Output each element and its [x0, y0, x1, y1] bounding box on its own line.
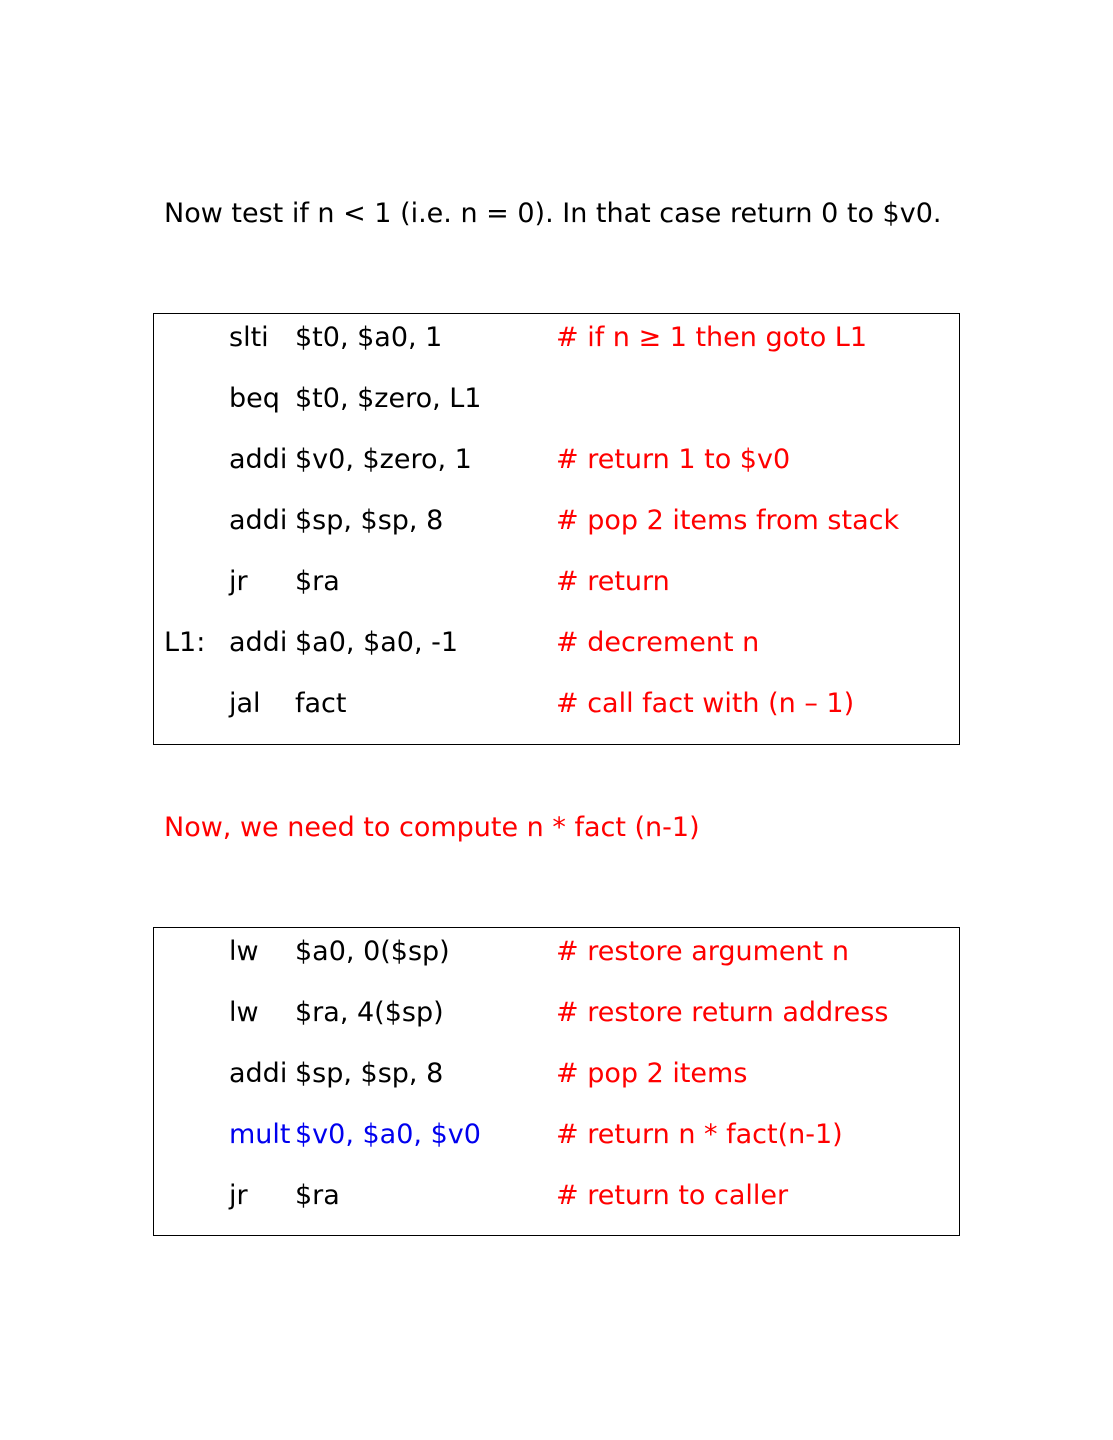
code-comment: # return to caller [556, 1180, 789, 1211]
intro-text: Now test if n < 1 (i.e. n = 0). In that case return 0 to $v0. [164, 198, 942, 229]
code-operands: $t0, $a0, 1 [295, 322, 443, 353]
code-comment: # decrement n [556, 627, 760, 658]
code-opcode: lw [229, 997, 259, 1028]
code-row [154, 687, 959, 721]
code-comment: # return 1 to $v0 [556, 444, 791, 475]
code-operands: $t0, $zero, L1 [295, 383, 482, 414]
code-comment: # return n * fact(n-1) [556, 1119, 843, 1150]
code-row [154, 382, 959, 416]
code-row [154, 321, 959, 355]
code-opcode: jal [229, 688, 261, 719]
code-opcode: slti [229, 322, 269, 353]
code-operands: $ra [295, 1180, 340, 1211]
code-opcode: jr [229, 566, 248, 597]
code-row [154, 935, 959, 969]
code-opcode: mult [229, 1119, 291, 1150]
code-label: L1: [164, 627, 206, 658]
code-row [154, 504, 959, 538]
code-comment: # restore return address [556, 997, 889, 1028]
code-operands: $a0, $a0, -1 [295, 627, 459, 658]
code-comment: # restore argument n [556, 936, 849, 967]
code-comment: # return [556, 566, 670, 597]
code-opcode: jr [229, 1180, 248, 1211]
code-opcode: addi [229, 444, 288, 475]
code-row [154, 996, 959, 1030]
code-operands: fact [295, 688, 347, 719]
code-row [154, 1179, 959, 1213]
code-opcode: addi [229, 627, 288, 658]
code-comment: # pop 2 items from stack [556, 505, 900, 536]
code-operands: $a0, 0($sp) [295, 936, 450, 967]
code-operands: $ra, 4($sp) [295, 997, 444, 1028]
middle-text: Now, we need to compute n * fact (n-1) [164, 812, 700, 843]
code-row [154, 443, 959, 477]
code-row [154, 565, 959, 599]
code-row [154, 626, 959, 660]
code-operands: $v0, $zero, 1 [295, 444, 472, 475]
code-opcode: addi [229, 1058, 288, 1089]
code-comment: # if n ≥ 1 then goto L1 [556, 322, 868, 353]
code-opcode: lw [229, 936, 259, 967]
code-row [154, 1057, 959, 1091]
code-operands: $ra [295, 566, 340, 597]
code-opcode: beq [229, 383, 280, 414]
code-block-2 [153, 927, 960, 1236]
code-block-1 [153, 313, 960, 745]
code-operands: $v0, $a0, $v0 [295, 1119, 481, 1150]
code-operands: $sp, $sp, 8 [295, 505, 444, 536]
code-operands: $sp, $sp, 8 [295, 1058, 444, 1089]
code-comment: # pop 2 items [556, 1058, 748, 1089]
code-opcode: addi [229, 505, 288, 536]
code-row-highlighted [154, 1118, 959, 1152]
code-comment: # call fact with (n – 1) [556, 688, 855, 719]
